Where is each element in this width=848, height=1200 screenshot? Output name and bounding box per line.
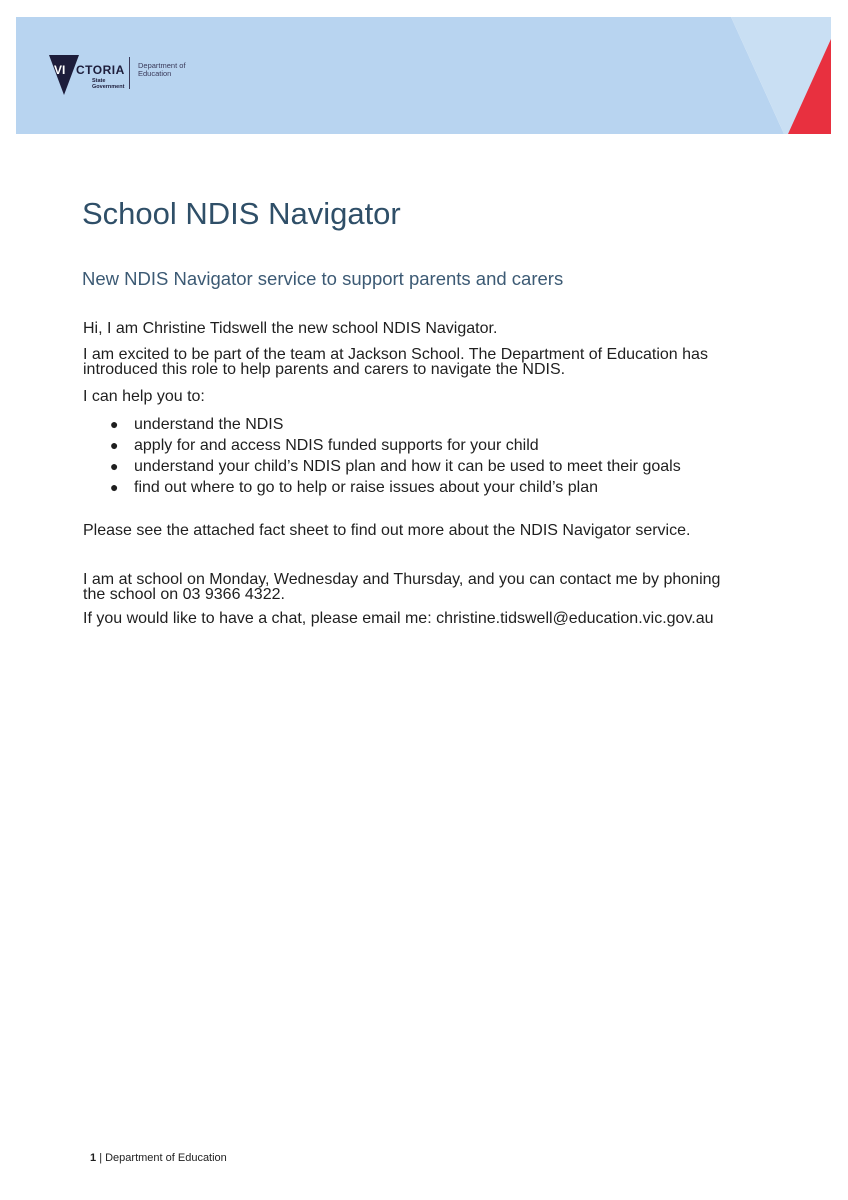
bullet-icon: ●	[110, 416, 119, 432]
list-item: ● understand your child’s NDIS plan and how it can be used to meet their goals	[110, 458, 681, 475]
paragraph-1-line-1: I am excited to be part of the team at Jackson School. The Department of Education has	[83, 346, 708, 363]
bullet-icon: ●	[110, 437, 119, 453]
schedule-line-2: the school on 03 9366 4322.	[83, 586, 285, 603]
logo-wordmark: CTORIA	[76, 63, 125, 77]
logo-department: Department of Education	[138, 61, 186, 78]
footer-separator: |	[99, 1152, 103, 1164]
page-title: School NDIS Navigator	[82, 196, 401, 231]
victoria-government-logo	[49, 53, 209, 97]
email-text: If you would like to have a chat, please email me: christine.tidswell@education.vic.gov.au	[83, 610, 714, 627]
page-footer	[90, 1152, 227, 1164]
svg-text:VI: VI	[54, 63, 66, 77]
list-item: ● understand the NDIS	[110, 416, 284, 433]
logo-divider	[129, 57, 130, 89]
paragraph-1-line-2: introduced this role to help parents and carers to navigate the NDIS.	[83, 361, 566, 378]
fact-sheet-text: Please see the attached fact sheet to find out more about the NDIS Navigator service.	[83, 522, 691, 539]
page-subtitle: New NDIS Navigator service to support parents and carers	[82, 268, 564, 289]
logo-state-government: State Government	[92, 78, 125, 90]
list-item: ● apply for and access NDIS funded supports for your child	[110, 437, 539, 454]
victoria-triangle-icon	[49, 53, 79, 95]
intro-text: Hi, I am Christine Tidswell the new school NDIS Navigator.	[83, 320, 498, 337]
bullet-icon: ●	[110, 458, 119, 474]
help-intro: I can help you to:	[83, 388, 205, 405]
page-number: 1	[90, 1152, 97, 1164]
schedule-line-1: I am at school on Monday, Wednesday and Thursday, and you can contact me by phoning	[83, 571, 721, 588]
list-item: ● find out where to go to help or raise issues about your child’s plan	[110, 479, 598, 496]
help-list	[108, 414, 681, 498]
footer-department: Department of Education	[105, 1152, 227, 1164]
bullet-icon: ●	[110, 479, 119, 495]
